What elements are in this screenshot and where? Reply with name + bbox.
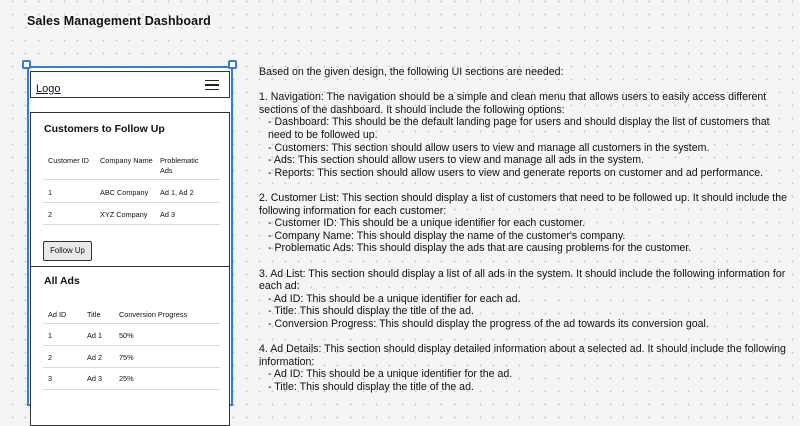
spec-list-item: - Problematic Ads: This should display the ads that are causing problems for the customer.	[268, 242, 692, 255]
spec-list-item: - Title: This should display the title of the ad.	[268, 305, 474, 318]
follow-up-button[interactable]: Follow Up	[43, 241, 92, 261]
table-cell: 50%	[119, 331, 134, 340]
table-header-cell: Company Name	[100, 156, 153, 165]
ui-sections-description	[259, 66, 791, 393]
spec-list-item: - Ad ID: This should be a unique identifier for each ad.	[268, 292, 521, 305]
table-cell: ABC Company	[100, 188, 149, 197]
wireframe-logo[interactable]: Logo	[36, 83, 61, 95]
table-header-cell: Ad ID	[48, 310, 67, 319]
spec-intro: Based on the given design, the following UI sections are needed:	[259, 66, 564, 78]
page-title: Sales Management Dashboard	[27, 14, 211, 28]
table-divider	[43, 345, 220, 346]
spec-list-item: - Dashboard: This should be the default landing page for users and should display the list of customers that need to be followed up.	[268, 116, 770, 141]
table-cell: 1	[48, 188, 53, 197]
spec-navigation-heading: 1. Navigation: The navigation should be a simple and clean menu that allows users to easily access different sections of the dashboard. It should include the following options:	[259, 91, 767, 116]
table-header-cell: Title	[87, 310, 101, 319]
hamburger-menu-icon[interactable]	[205, 80, 219, 90]
table-divider	[43, 224, 220, 225]
table-cell: XYZ Company	[100, 210, 148, 219]
table-cell: Ad 2	[87, 353, 103, 362]
all-ads-card-title: All Ads	[44, 275, 80, 287]
spec-list-item: - Title: This should display the title of the ad.	[268, 380, 474, 393]
spec-list-item: - Ads: This section should allow users to view and manage all ads in the system.	[268, 154, 645, 167]
table-divider	[43, 202, 220, 203]
wireframe-navbar	[30, 71, 230, 98]
spec-list-item: - Ad ID: This should be a unique identifier for the ad.	[268, 368, 513, 381]
table-divider	[43, 389, 220, 390]
table-divider	[43, 179, 220, 180]
table-divider	[43, 367, 220, 368]
spec-ad-details-heading: 4. Ad Details: This section should display detailed information about a selected ad. It should include the following information:	[259, 343, 786, 368]
table-cell: 3	[48, 374, 53, 383]
all-ads-card	[30, 266, 230, 426]
table-cell: 2	[48, 210, 53, 219]
spec-customer-list-heading: 2. Customer List: This section should display a list of customers that need to be followed up. It should include the following information for each customer:	[259, 191, 788, 217]
table-cell: 75%	[119, 353, 134, 362]
selection-handle-top-left[interactable]	[22, 60, 31, 69]
table-header-cell: Customer ID	[48, 156, 89, 165]
spec-list-item: - Customers: This section should allow users to view and manage all customers in the system.	[268, 141, 710, 154]
mobile-wireframe-frame[interactable]	[27, 66, 233, 406]
table-cell: 2	[48, 353, 53, 362]
spec-list-item: - Customer ID: This should be a unique identifier for each customer.	[268, 217, 586, 230]
spec-list-item: - Conversion Progress: This should display the progress of the ad towards its conversion goal.	[268, 317, 709, 330]
spec-list-item: - Reports: This section should allow users to view and generate reports on customer and ad performance.	[268, 166, 764, 179]
table-cell: Ad 3	[160, 210, 176, 219]
table-cell: Ad 3	[87, 374, 103, 383]
customers-card-title: Customers to Follow Up	[44, 123, 165, 135]
table-cell: 1	[48, 331, 53, 340]
selection-handle-top-right[interactable]	[228, 60, 237, 69]
table-cell: Ad 1, Ad 2	[160, 188, 194, 197]
table-divider	[43, 323, 220, 324]
customers-to-follow-up-card	[30, 112, 230, 267]
spec-ad-list-heading: 3. Ad List: This section should display a list of all ads in the system. It should include the following information for each ad:	[259, 267, 786, 293]
table-cell: 25%	[119, 374, 134, 383]
spec-list-item: - Company Name: This should display the name of the customer's company.	[268, 229, 626, 242]
table-header-cell: Problematic Ads	[160, 156, 199, 175]
table-cell: Ad 1	[87, 331, 103, 340]
table-header-cell: Conversion Progress	[119, 310, 188, 319]
